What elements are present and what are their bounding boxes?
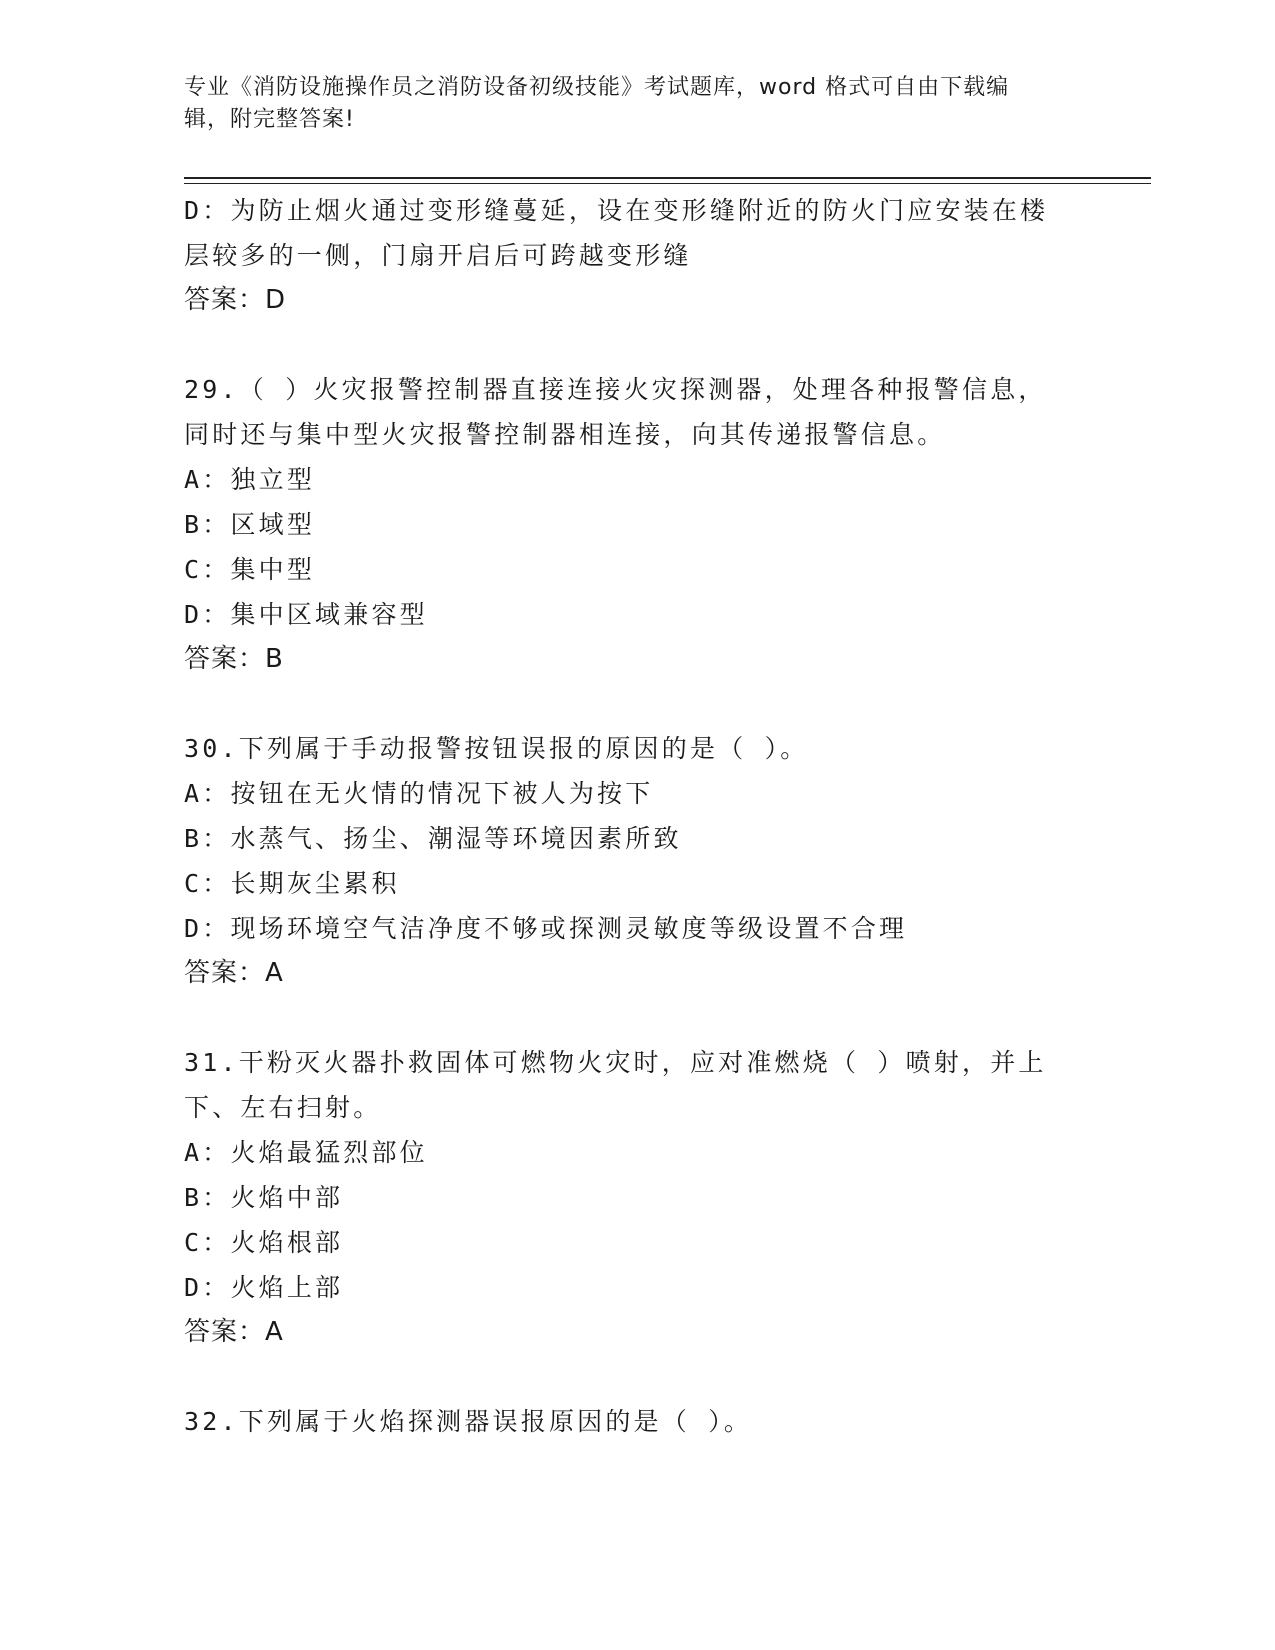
header-line-2: 辑，附完整答案! [184,107,355,132]
answer-text: 答案：B [184,644,284,674]
option-c: C：火焰根部 [184,1228,344,1257]
option-b: B：火焰中部 [184,1183,344,1212]
question-list [184,188,1084,1444]
question-stem-continued: 下、左右扫射。 [184,1093,382,1122]
option-d: D：为防止烟火通过变形缝蔓延，设在变形缝附近的防火门应安装在楼 [184,196,1049,225]
header-divider-thin [184,183,1151,184]
option-c: C：集中型 [184,555,316,584]
option-a: A：火焰最猛烈部位 [184,1138,428,1167]
option-b: B：区域型 [184,510,316,539]
answer-text: 答案：A [184,1317,284,1347]
question-32 [184,1399,1084,1444]
question-stem-continued: 同时还与集中型火灾报警控制器相连接，向其传递报警信息。 [184,420,946,449]
answer-text: 答案：D [184,285,287,315]
question-31 [184,1040,1084,1355]
question-stem: 30.下列属于手动报警按钮误报的原因的是（ ）。 [184,734,809,763]
question-28-tail [184,188,1084,323]
option-d: D：集中区域兼容型 [184,600,428,629]
option-d-continued: 层较多的一侧，门扇开启后可跨越变形缝 [184,241,692,270]
option-a: A：按钮在无火情的情况下被人为按下 [184,779,654,808]
answer-text: 答案：A [184,958,284,988]
option-b: B：水蒸气、扬尘、潮湿等环境因素所致 [184,824,682,853]
question-stem: 31.干粉灭火器扑救固体可燃物火灾时，应对准燃烧（ ）喷射，并上 [184,1048,1047,1077]
question-stem: 32.下列属于火焰探测器误报原因的是（ ）。 [184,1407,753,1436]
option-c: C：长期灰尘累积 [184,869,400,898]
option-d: D：现场环境空气洁净度不够或探测灵敏度等级设置不合理 [184,914,908,943]
header-line-1: 专业《消防设施操作员之消防设备初级技能》考试题库，word 格式可自由下载编 [184,75,1010,100]
question-29 [184,367,1084,682]
question-30 [184,726,1084,996]
option-a: A：独立型 [184,465,316,494]
document-header [184,72,1064,136]
question-stem: 29.（ ）火灾报警控制器直接连接火灾探测器，处理各种报警信息， [184,375,1047,404]
header-divider-thick [184,177,1151,179]
option-d: D：火焰上部 [184,1273,344,1302]
